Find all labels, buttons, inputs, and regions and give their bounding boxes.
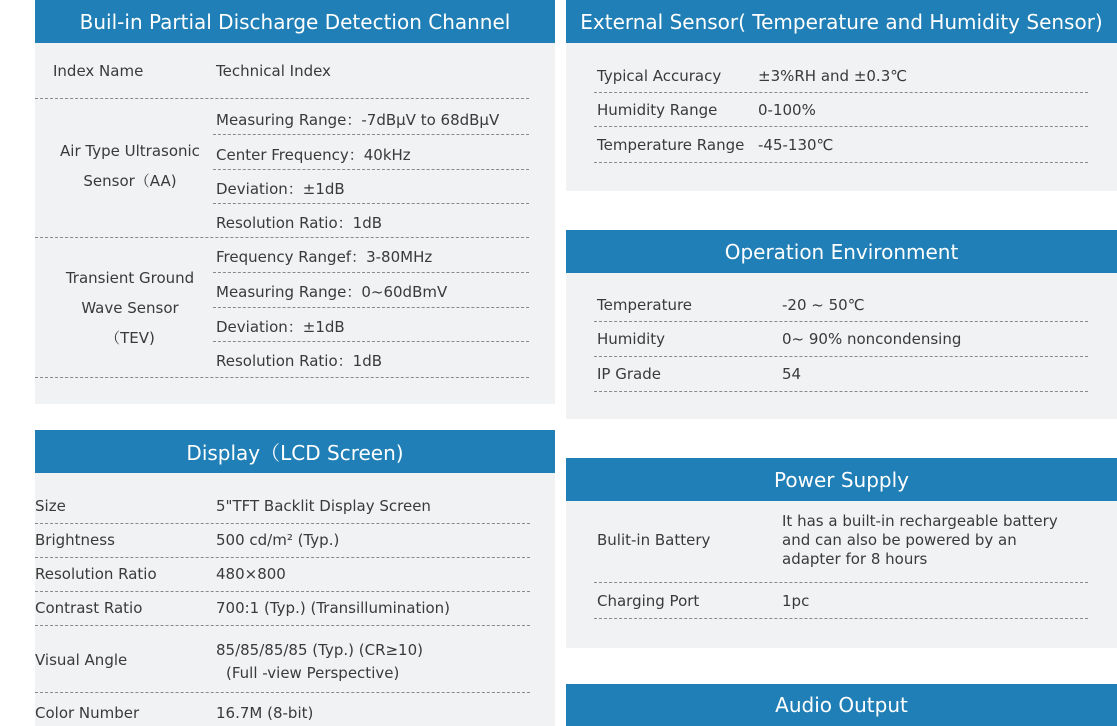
- spec-value: 1pc: [782, 592, 810, 610]
- spec-label: Resolution Ratio: [35, 565, 157, 583]
- panel-title: Audio Output: [566, 684, 1117, 726]
- divider: [594, 162, 1088, 163]
- divider: [213, 169, 529, 170]
- audio-output-panel: [566, 684, 1117, 726]
- operation-environment-panel: [566, 230, 1117, 419]
- display-panel: [35, 430, 555, 726]
- spec-value: Deviation：±1dB: [216, 180, 345, 198]
- panel-title: Buil-in Partial Discharge Detection Channel: [35, 0, 555, 43]
- panel-title: Power Supply: [566, 458, 1117, 501]
- spec-label: Size: [35, 497, 66, 515]
- spec-value: 0~ 90% noncondensing: [782, 330, 962, 348]
- divider: [594, 391, 1088, 392]
- divider: [213, 272, 529, 273]
- power-supply-panel: [566, 458, 1117, 648]
- spec-label: Visual Angle: [35, 651, 128, 669]
- spec-value: 0-100%: [758, 101, 816, 119]
- divider: [35, 591, 530, 592]
- spec-value: -20 ~ 50℃: [782, 296, 865, 314]
- spec-value: Measuring Range：-7dBμV to 68dBμV: [216, 111, 500, 129]
- partial-discharge-panel: [35, 0, 555, 404]
- divider: [213, 341, 529, 342]
- divider: [35, 625, 530, 626]
- spec-value: 5"TFT Backlit Display Screen: [216, 497, 431, 515]
- spec-label: Color Number: [35, 704, 140, 722]
- divider: [35, 377, 529, 378]
- aa-sensor-label: Air Type Ultrasonic Sensor（AA): [60, 142, 200, 190]
- spec-value: Measuring Range：0~60dBmV: [216, 283, 448, 301]
- spec-label: Temperature: [597, 296, 693, 314]
- divider: [594, 356, 1088, 357]
- spec-value: Resolution Ratio：1dB: [216, 214, 383, 232]
- spec-value: 85/85/85/85 (Typ.) (CR≥10) (Full -view Perspective): [216, 641, 423, 682]
- divider: [213, 307, 529, 308]
- spec-label: Typical Accuracy: [597, 67, 722, 85]
- spec-value: 16.7M (8-bit): [216, 704, 314, 722]
- spec-value: 700:1 (Typ.) (Transillumination): [216, 599, 451, 617]
- panel-title: Operation Environment: [566, 230, 1117, 273]
- spec-value: 480×800: [216, 565, 286, 583]
- spec-value: ±3%RH and ±0.3℃: [758, 67, 908, 85]
- spec-value: Frequency Rangef：3-80MHz: [216, 248, 433, 266]
- spec-label: Contrast Ratio: [35, 599, 143, 617]
- spec-label: IP Grade: [597, 365, 661, 383]
- spec-label: Brightness: [35, 531, 115, 549]
- spec-value: Resolution Ratio：1dB: [216, 352, 383, 370]
- spec-value: It has a built-in rechargeable battery and can also be powered by an adapter for 8 hours: [782, 512, 1058, 568]
- divider: [594, 321, 1088, 322]
- spec-label: Humidity: [597, 330, 666, 348]
- divider: [35, 692, 530, 693]
- divider: [594, 92, 1088, 93]
- divider: [213, 134, 529, 135]
- divider: [35, 237, 529, 238]
- spec-label: Bulit-in Battery: [597, 531, 711, 549]
- divider: [213, 203, 529, 204]
- divider: [35, 98, 529, 99]
- divider: [594, 126, 1088, 127]
- spec-value: -45-130℃: [758, 136, 834, 154]
- spec-value: 500 cd/m² (Typ.): [216, 531, 340, 549]
- column-header-index-name: Index Name: [53, 62, 144, 80]
- divider: [35, 523, 530, 524]
- spec-label: Temperature Range: [597, 136, 745, 154]
- spec-label: Humidity Range: [597, 101, 718, 119]
- spec-label: Charging Port: [597, 592, 700, 610]
- spec-value: 54: [782, 365, 802, 383]
- column-header-technical-index: Technical Index: [216, 62, 331, 80]
- divider: [594, 618, 1088, 619]
- spec-value: Center Frequency：40kHz: [216, 146, 411, 164]
- tev-sensor-label: Transient Ground Wave Sensor （TEV): [65, 269, 195, 347]
- divider: [35, 557, 530, 558]
- panel-title: Display（LCD Screen): [35, 430, 555, 473]
- divider: [594, 582, 1088, 583]
- spec-value: Deviation：±1dB: [216, 318, 345, 336]
- panel-title: External Sensor( Temperature and Humidity Sensor): [566, 0, 1117, 43]
- external-sensor-panel: [566, 0, 1117, 191]
